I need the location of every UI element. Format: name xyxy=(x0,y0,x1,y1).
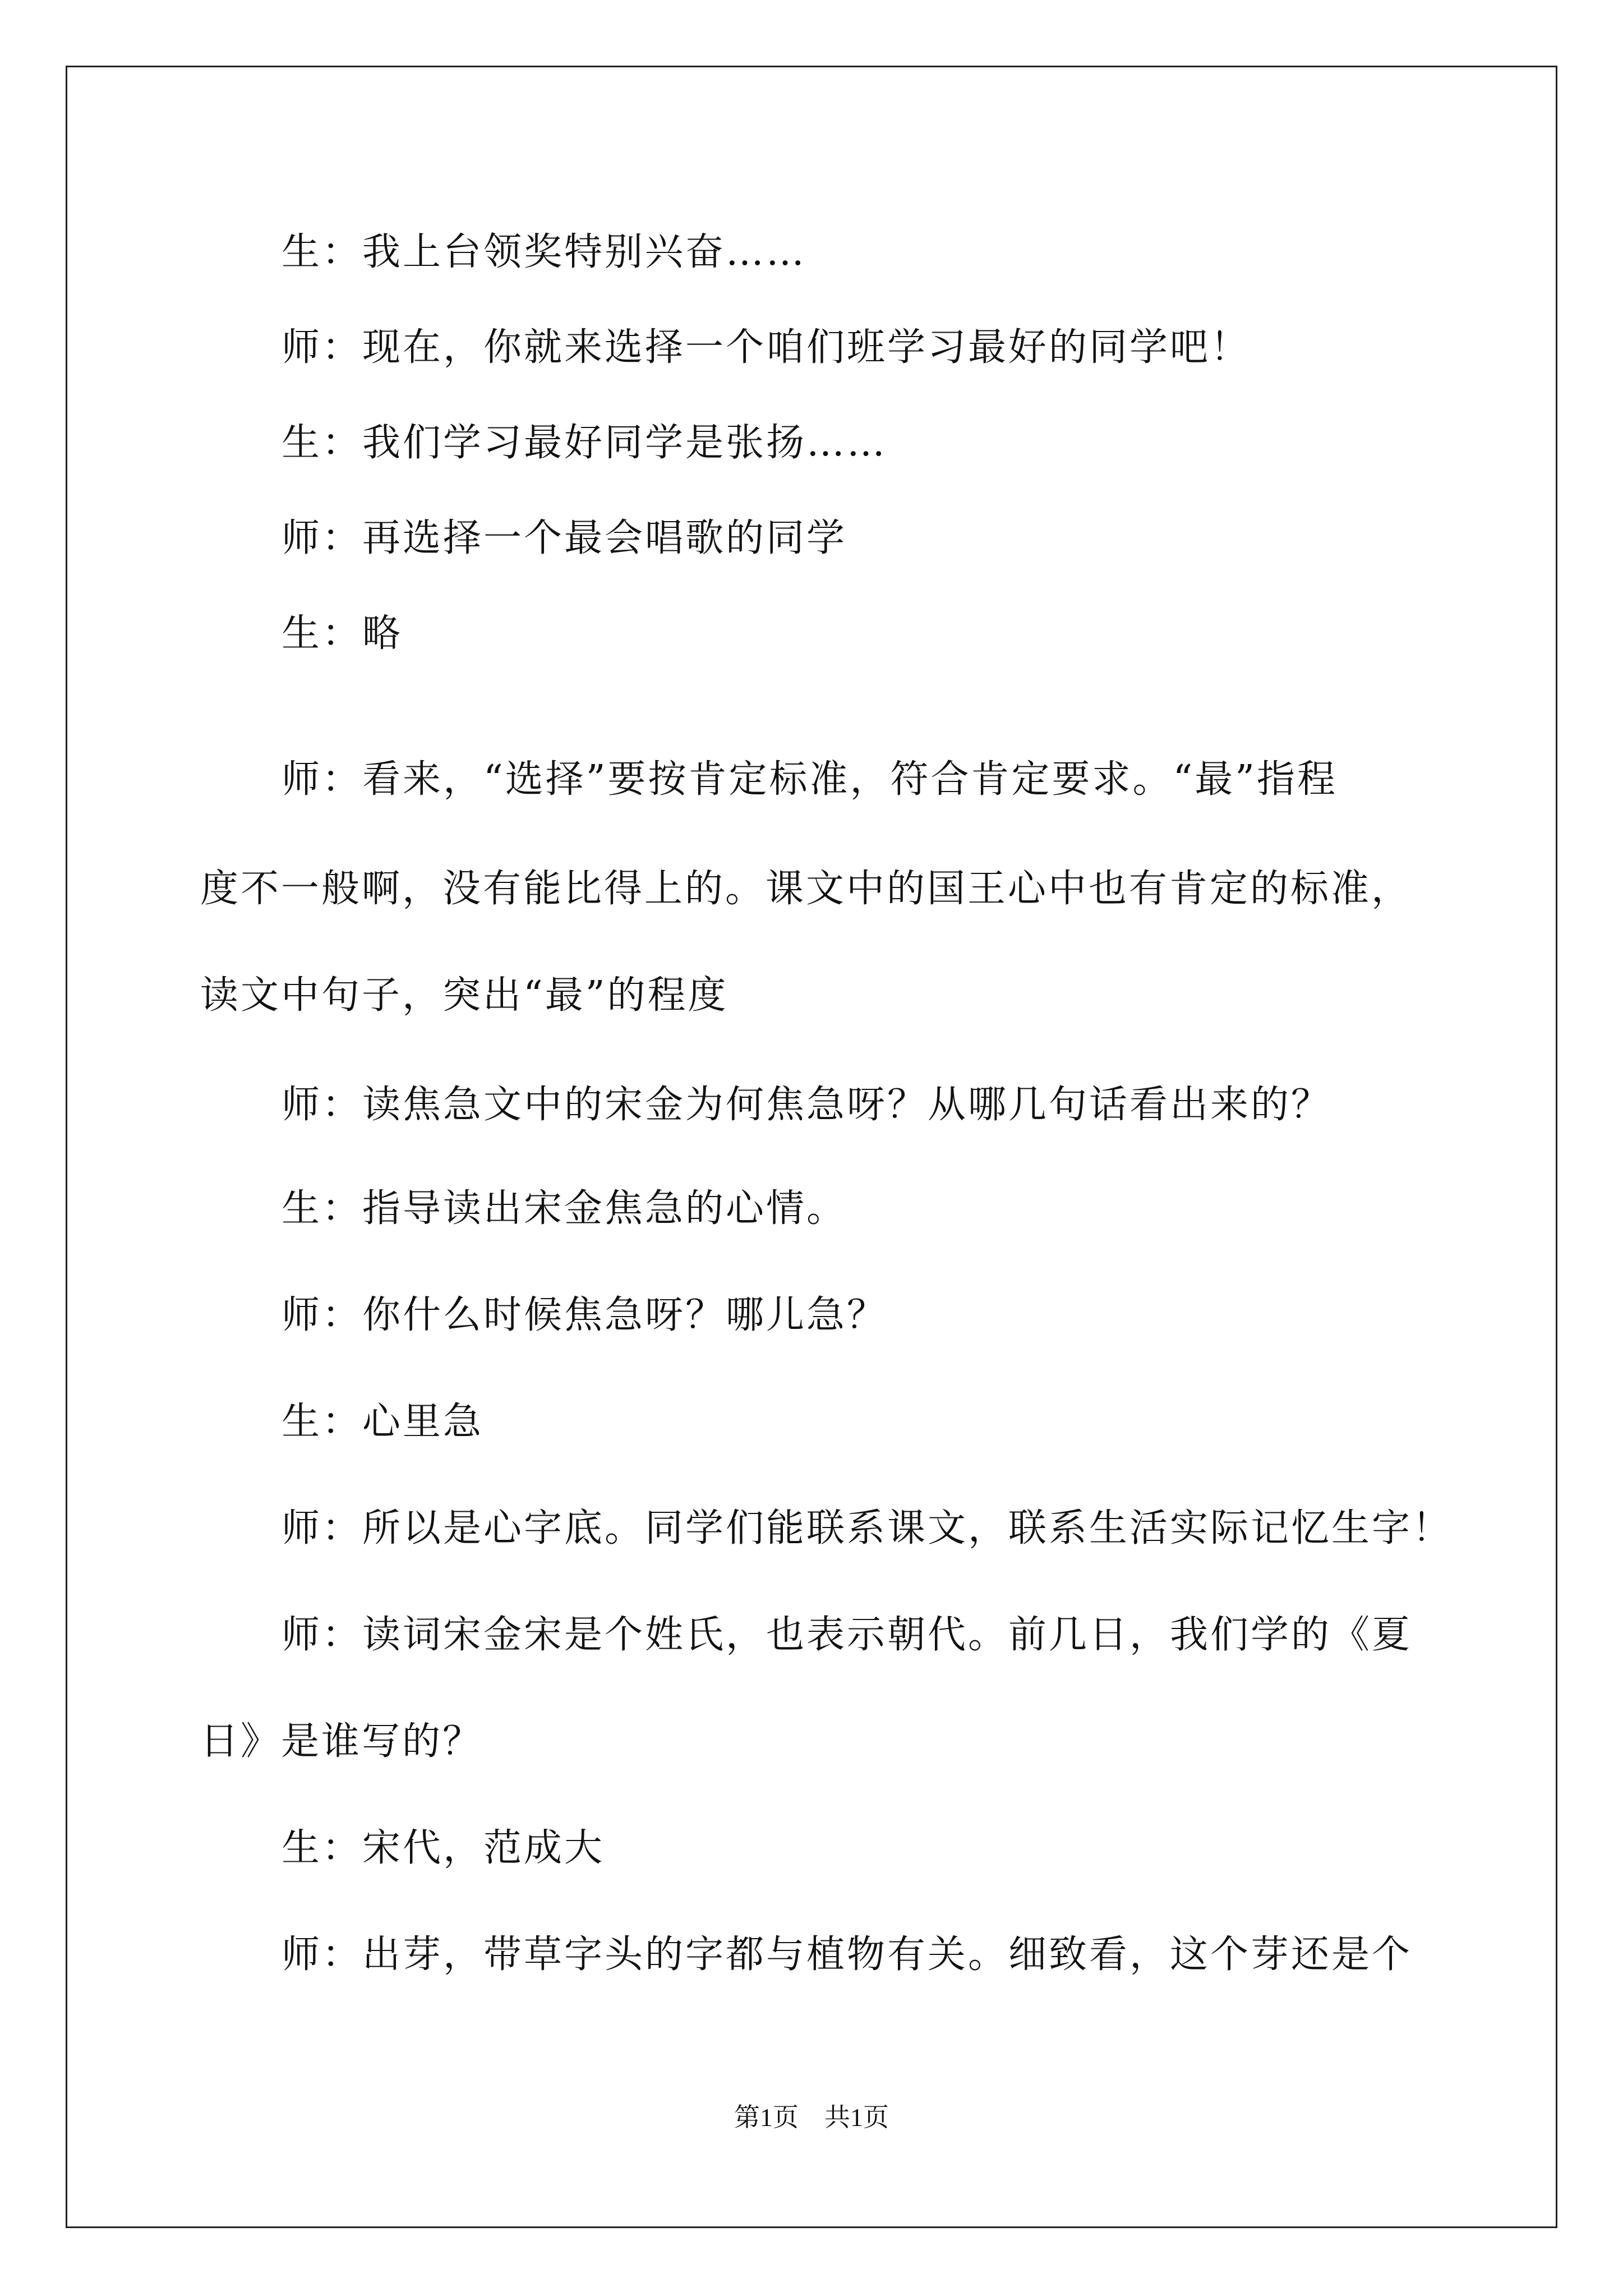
page-border xyxy=(66,66,1557,2228)
text-line-3: 生：我们学习最好同学是张扬…… xyxy=(282,421,888,465)
text-line-4: 师：再选择一个最会唱歌的同学 xyxy=(282,516,847,560)
text-line-2: 师：现在，你就来选择一个咱们班学习最好的同学吧！ xyxy=(282,325,1251,370)
text-line-9: 师：读焦急文中的宋金为何焦急呀？从哪几句话看出来的？ xyxy=(282,1083,1332,1127)
text-line-12: 生：心里急 xyxy=(282,1400,484,1444)
page-footer: 第1页 共1页 xyxy=(734,2103,889,2132)
text-line-16: 生：宋代，范成大 xyxy=(282,1826,605,1870)
text-line-13: 师：所以是心字底。同学们能联系课文，联系生活实际记忆生字！ xyxy=(282,1506,1453,1550)
text-line-10: 生：指导读出宋金焦急的心情。 xyxy=(282,1186,847,1231)
text-line-8: 读文中句子，突出“最”的程度 xyxy=(200,973,728,1018)
text-line-5: 生：略 xyxy=(282,611,403,656)
text-line-11: 师：你什么时候焦急呀？哪儿急？ xyxy=(282,1293,888,1337)
text-line-14: 师：读词宋金宋是个姓氏，也表示朝代。前几日，我们学的《夏 xyxy=(282,1613,1413,1657)
text-line-1: 生：我上台领奖特别兴奋…… xyxy=(282,230,807,274)
text-line-17: 师：出芽，带草字头的字都与植物有关。细致看，这个芽还是个 xyxy=(282,1932,1413,1977)
text-line-6: 师：看来，“选择”要按肯定标准，符合肯定要求。“最”指程 xyxy=(282,757,1338,802)
text-line-15: 日》是谁写的？ xyxy=(200,1719,483,1764)
text-line-7: 度不一般啊，没有能比得上的。课文中的国王心中也有肯定的标准， xyxy=(200,867,1412,911)
